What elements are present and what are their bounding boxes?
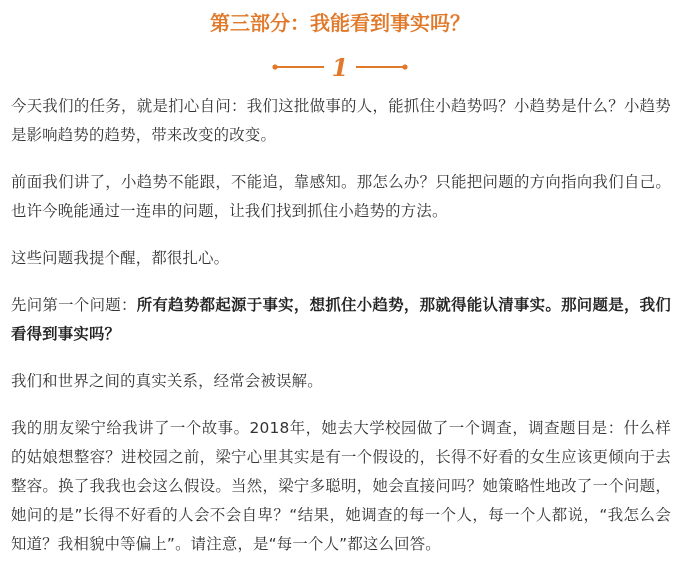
paragraph-task: 今天我们的任务，就是扪心自问：我们这批做事的人，能抓住小趋势吗？小趋势是什么？小趋势是影响趋势的趋势，带来改变的改变。 (11, 97, 671, 144)
paragraph-story: 我的朋友梁宁给我讲了一个故事。2018年，她去大学校园做了一个调查，调查题目是：什么样的姑娘想整容？进校园之前，梁宁心里其实是有一个假设的，长得不好看的女生应该更倾向于去整容。换了我我也会这么假设。当然，梁宁多聪明，她会直接问吗？她策略性地改了一个问题，她问的是”长得不好看的人会不会自卑？“结果，她调查的每一个人，每一个人都说，“我怎么会知道？我相貌中等偏上”。请注意，是“每一个人”都这么回答。 (11, 419, 671, 553)
paragraph-misunderstood: 我们和世界之间的真实关系，经常会被误解。 (11, 372, 323, 390)
section-title: 第三部分：我能看到事实吗？ (210, 11, 470, 35)
question-intro: 先问第一个问题： (11, 296, 137, 314)
section-number-divider (272, 54, 408, 80)
section-number: 1 (331, 54, 349, 80)
paragraph-first-question (11, 291, 671, 349)
paragraph-previous: 前面我们讲了，小趋势不能跟，不能追，靠感知。那怎么办？只能把问题的方向指向我们自己。也许今晚能通过一连串的问题，让我们找到抓住小趋势的方法。 (11, 173, 671, 220)
divider-dot-right (402, 64, 407, 69)
divider-dot-left (272, 64, 277, 69)
paragraph-reminder: 这些问题我提个醒，都很扎心。 (11, 249, 230, 267)
article-body (11, 92, 671, 577)
divider-ornament (272, 54, 408, 80)
question-emphasis: 所有趋势都起源于事实，想抓住小趋势，那就得能认清事实。那问题是，我们看得到事实吗？ (11, 296, 671, 343)
